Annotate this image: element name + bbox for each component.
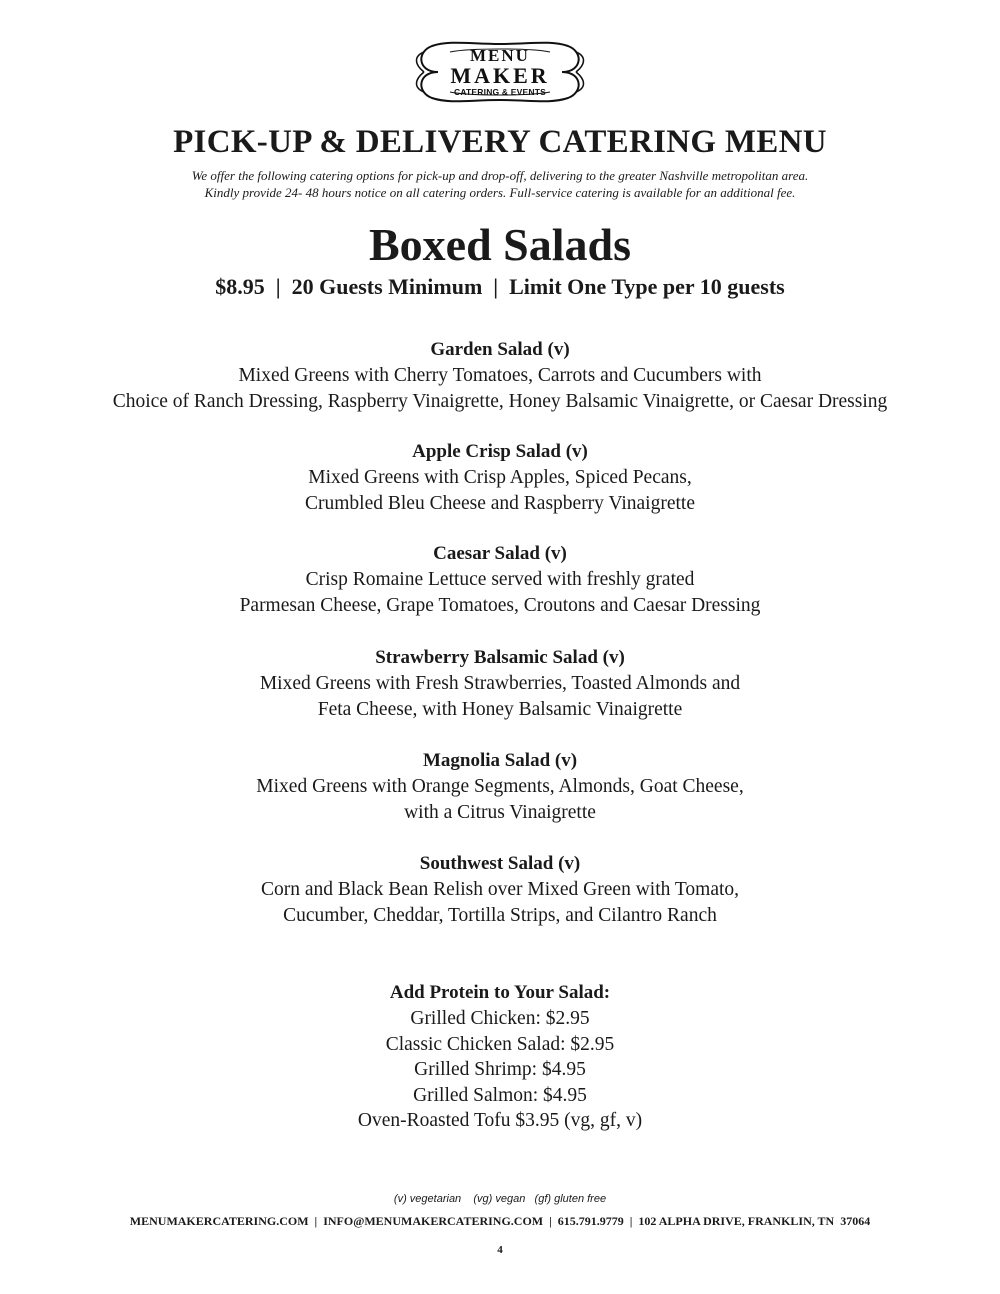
menu-item-apple-crisp-salad (0, 439, 1000, 517)
item-description: Mixed Greens with Fresh Strawberries, Toasted Almonds and (259, 673, 741, 694)
menu-item-strawberry-balsamic-salad (0, 645, 1000, 723)
addons-heading: Add Protein to Your Salad: (389, 982, 611, 1003)
item-description: with a Citrus Vinaigrette (404, 802, 596, 823)
addon-option: Grilled Chicken: $2.95 (410, 1008, 590, 1029)
item-name: Strawberry Balsamic Salad (v) (375, 647, 625, 668)
page-title: PICK-UP & DELIVERY CATERING MENU (173, 124, 827, 160)
logo-text-menu: MENU (470, 46, 530, 65)
item-name: Caesar Salad (v) (433, 543, 567, 564)
item-name: Magnolia Salad (v) (422, 750, 578, 771)
item-description: Cucumber, Cheddar, Tortilla Strips, and Cilantro Ranch (283, 905, 717, 926)
item-description: Mixed Greens with Crisp Apples, Spiced Pecans, (308, 467, 692, 488)
dietary-legend: (v) vegetarian (vg) vegan (gf) gluten free (393, 1193, 607, 1205)
menu-item-garden-salad (0, 337, 1000, 415)
item-name: Apple Crisp Salad (v) (412, 441, 588, 462)
item-description: Feta Cheese, with Honey Balsamic Vinaigrette (317, 699, 683, 720)
item-description: Choice of Ranch Dressing, Raspberry Vinaigrette, Honey Balsamic Vinaigrette, or Caesar Dressing (112, 391, 888, 412)
intro-line-1: We offer the following catering options for pick-up and drop-off, delivering to the greater Nashville metropolitan area. (191, 168, 809, 183)
logo-text-maker: MAKER (450, 63, 550, 88)
intro-line-2: Kindly provide 24- 48 hours notice on all catering orders. Full-service catering is available for an additional fee. (204, 185, 796, 200)
page-number: 4 (497, 1244, 503, 1256)
item-description: Parmesan Cheese, Grape Tomatoes, Croutons and Caesar Dressing (239, 595, 761, 616)
item-description: Crisp Romaine Lettuce served with freshly grated (305, 569, 695, 590)
logo-text-tagline: CATERING & EVENTS (453, 87, 547, 97)
menu-maker-logo (410, 32, 590, 112)
addon-option: Oven-Roasted Tofu $3.95 (vg, gf, v) (357, 1110, 643, 1131)
item-description: Crumbled Bleu Cheese and Raspberry Vinaigrette (305, 493, 695, 514)
item-description: Mixed Greens with Orange Segments, Almonds, Goat Cheese, (256, 776, 744, 797)
item-name: Southwest Salad (v) (419, 853, 581, 874)
addon-option: Classic Chicken Salad: $2.95 (385, 1033, 615, 1055)
menu-item-caesar-salad (0, 541, 1000, 619)
section-title: Boxed Salads (368, 219, 632, 270)
contact-footer: MENUMAKERCATERING.COM | INFO@MENUMAKERCATERING.COM | 615.791.9779 | 102 ALPHA DRIVE, FRANKLIN, TN 37064 (129, 1214, 871, 1228)
item-description: Mixed Greens with Cherry Tomatoes, Carrots and Cucumbers with (238, 365, 762, 386)
protein-addons (0, 980, 1000, 1134)
menu-item-magnolia-salad (0, 748, 1000, 826)
item-name: Garden Salad (v) (430, 339, 570, 360)
item-description: Corn and Black Bean Relish over Mixed Green with Tomato, (260, 879, 740, 900)
addon-option: Grilled Shrimp: $4.95 (414, 1059, 586, 1080)
menu-item-southwest-salad (0, 851, 1000, 929)
price-line: $8.95 | 20 Guests Minimum | Limit One Type per 10 guests (215, 274, 785, 299)
addon-option: Grilled Salmon: $4.95 (413, 1084, 587, 1106)
